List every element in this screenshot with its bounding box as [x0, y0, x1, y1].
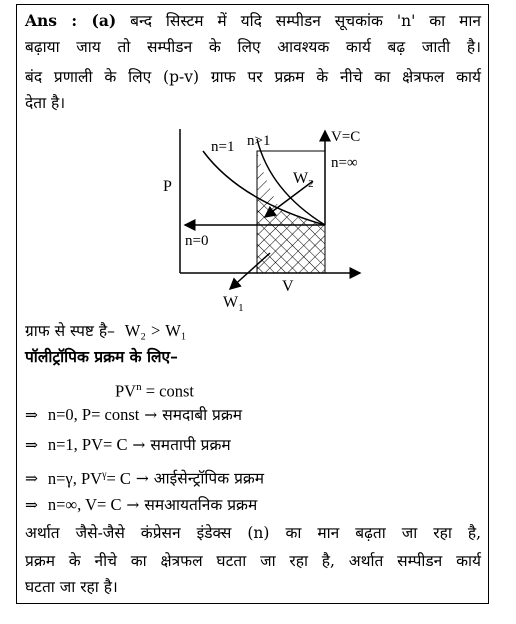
label-v-const: V=C	[331, 129, 361, 145]
case-row-isobaric: ⇒ n=0, P= const → समदाबी प्रक्रम	[25, 405, 243, 424]
conclusion-w1: W₁	[165, 321, 187, 340]
final-line-1: अर्थात जैसे-जैसे कंप्रेसन इंडेक्स (n) का मान बढ़ता जा रहा है,	[25, 524, 481, 542]
answer-text-1: बन्द सिस्टम में यदि सम्पीडन सूचकांक 'n' का मान	[130, 12, 481, 30]
case-row-isochoric: ⇒ n=∞, V= C → समआयतनिक प्रक्रम	[25, 495, 258, 514]
label-n0: n=0	[185, 233, 209, 249]
polytropic-heading: पॉलीट्रॉपिक प्रक्रम के लिए–	[25, 347, 178, 366]
area-under-curve-n1	[257, 199, 325, 273]
pv-diagram	[145, 121, 377, 321]
answer-line-4: देता है।	[25, 94, 66, 112]
label-n-inf: n=∞	[331, 155, 358, 171]
case-row-isentropic: ⇒ n=γ, $PV^\gamma= C$ → आईसेन्ट्रॉपिक प्रक्रम	[25, 468, 265, 488]
answer-line-1	[25, 11, 481, 31]
answer-box	[16, 4, 489, 604]
polytropic-formula: $PV^n$ = const	[115, 381, 194, 401]
answer-label: Ans : (a)	[25, 11, 117, 30]
conclusion-w2: W₂	[124, 321, 147, 340]
v-axis-label: V	[282, 278, 294, 295]
label-w1: $W_1$	[223, 294, 244, 314]
conclusion-text: ग्राफ से स्पष्ट है–	[25, 322, 115, 340]
conclusion-line	[25, 321, 187, 341]
case-row-isothermal: ⇒ n=1, PV= C → समतापी प्रक्रम	[25, 435, 231, 454]
label-n1: n=1	[211, 139, 235, 155]
final-line-2: प्रक्रम के नीचे का क्षेत्रफल घटता जा रहा है, अर्थात सम्पीडन कार्य	[25, 552, 481, 570]
conclusion-gt: >	[150, 321, 161, 340]
final-line-3: घटता जा रहा है।	[25, 578, 118, 596]
label-w2: $W_2$	[293, 170, 314, 190]
answer-line-2: बढ़ाया जाय तो सम्पीडन के लिए आवश्यक कार्य बढ़ जाती है।	[25, 38, 481, 56]
p-axis-label: P	[163, 178, 172, 195]
answer-line-3: बंद प्रणाली के लिए (p-v) ग्राफ पर प्रक्रम के नीचे का क्षेत्रफल कार्य	[25, 68, 481, 86]
label-n-gt-1: n>1	[247, 133, 271, 149]
